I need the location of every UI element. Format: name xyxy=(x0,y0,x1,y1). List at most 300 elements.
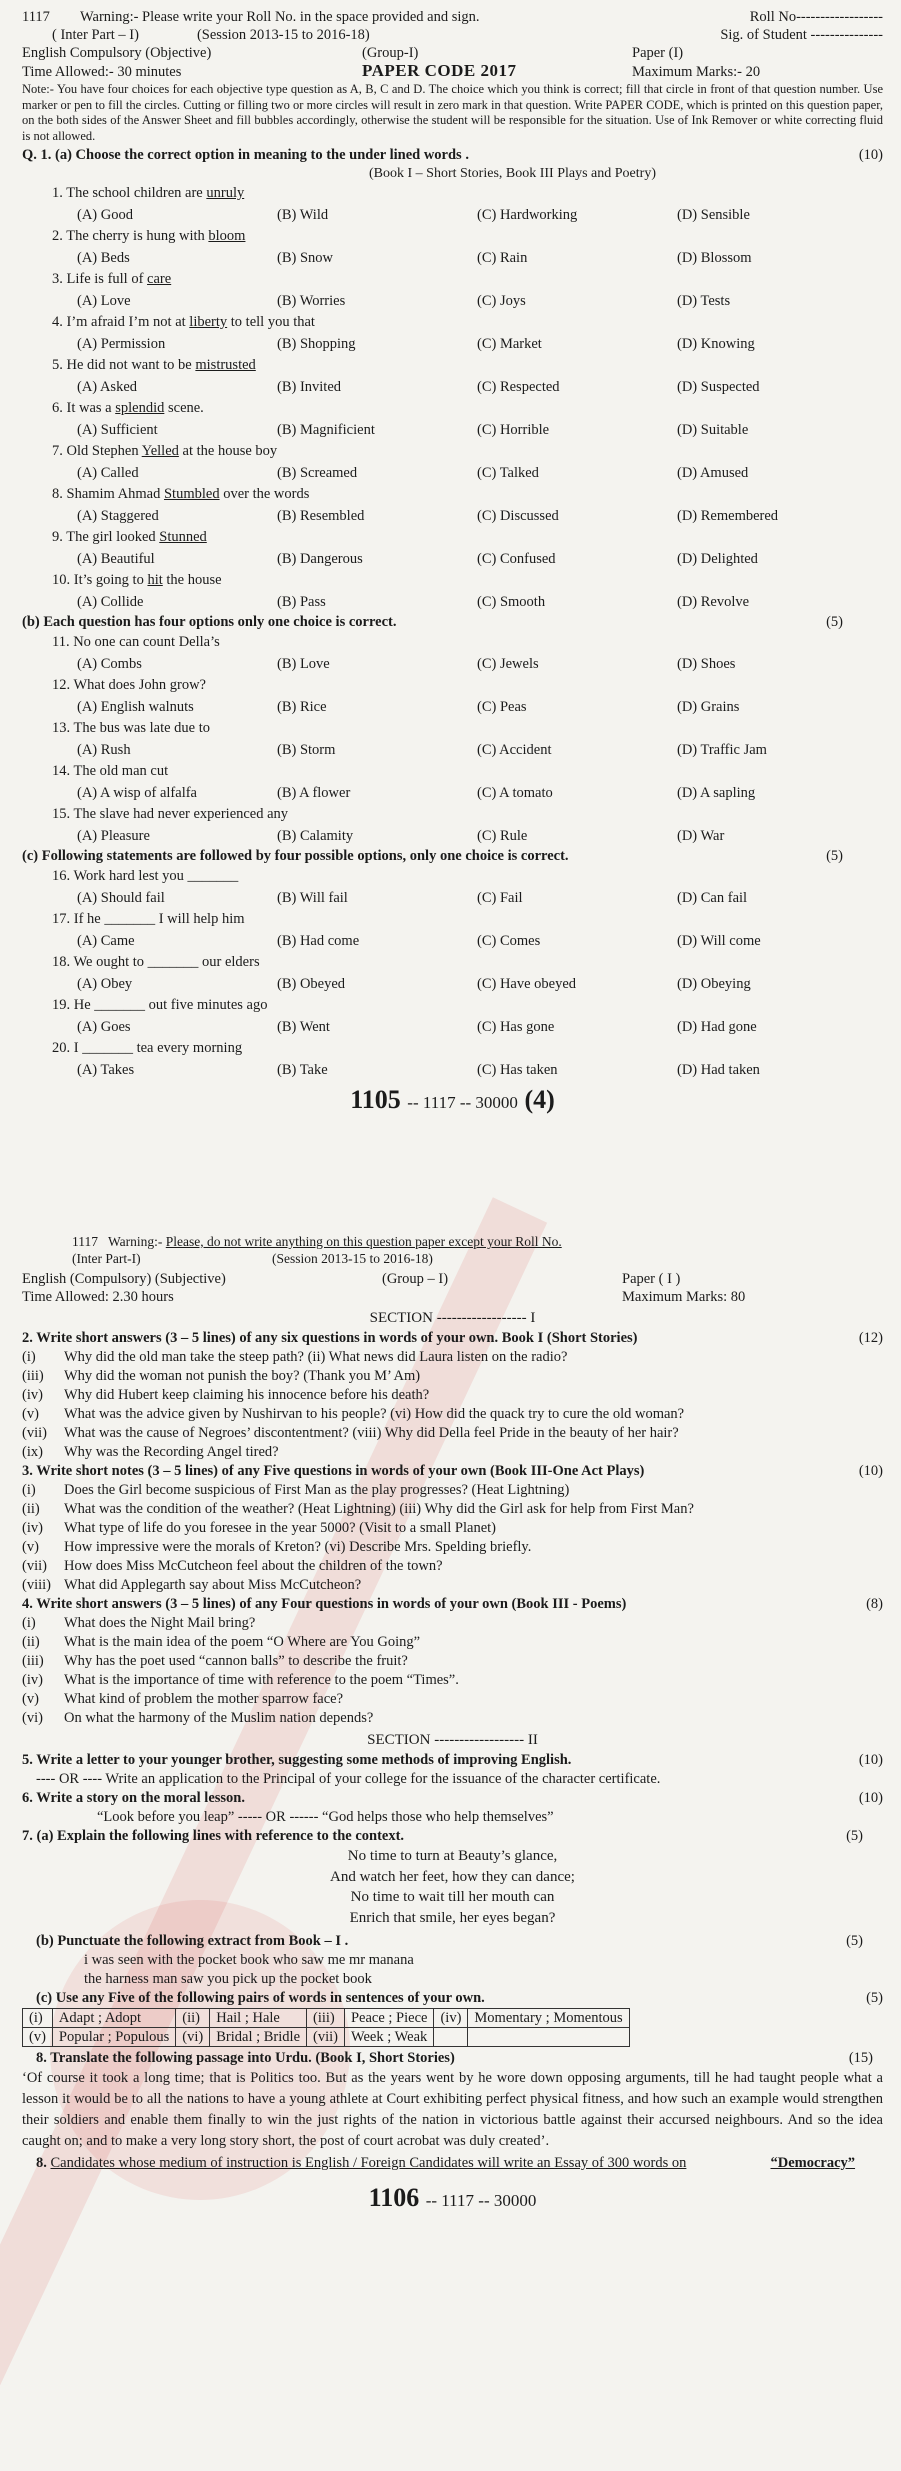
option-d: (D) Traffic Jam xyxy=(677,741,767,758)
question-stem: 18. We ought to _______ our elders xyxy=(52,954,260,970)
p2-time: Time Allowed: 2.30 hours xyxy=(22,1289,174,1305)
question-stem xyxy=(22,527,883,549)
short-question xyxy=(22,1519,883,1538)
option-a: (A) Asked xyxy=(77,378,138,395)
option-c: (C) Comes xyxy=(477,932,541,949)
option-d: (D) Amused xyxy=(677,464,749,481)
stem-text: over the words xyxy=(219,486,310,502)
option-row xyxy=(22,974,883,996)
question-text: Why has the poet used “cannon balls” to describe the fruit? xyxy=(64,1653,408,1669)
option-c: (C) Fail xyxy=(477,889,523,906)
option-c: (C) Joys xyxy=(477,292,526,309)
word-pair: Peace ; Piece xyxy=(344,2009,434,2028)
q7c-heading xyxy=(22,1989,883,2008)
q1b-list xyxy=(22,632,883,847)
option-row xyxy=(22,697,883,719)
question-number: (vii) xyxy=(22,1558,47,1574)
question-text: What is the main idea of the poem “O Where are You Going” xyxy=(64,1634,421,1650)
question-stem: 15. The slave had never experienced any xyxy=(52,806,289,822)
pair-number: (iii) xyxy=(307,2009,345,2028)
q8-alternative xyxy=(22,2154,883,2173)
option-c: (C) Rain xyxy=(477,249,528,266)
option-row xyxy=(22,654,883,676)
option-b: (B) Had come xyxy=(277,932,360,949)
option-b: (B) Pass xyxy=(277,593,326,610)
option-a: (A) Beds xyxy=(77,249,130,266)
footer-mid-2: -- 1117 -- 30000 xyxy=(425,2191,537,2210)
q8-text: 8. Translate the following passage into Urdu. (Book I, Short Stories) xyxy=(36,2050,455,2066)
section-2-heading: SECTION ------------------ II xyxy=(367,1732,538,1748)
short-question xyxy=(22,1481,883,1500)
option-row xyxy=(22,931,883,953)
q2-marks: (12) xyxy=(858,1330,883,1346)
question-text: Does the Girl become suspicious of First Man as the play progresses? (Heat Lightning) xyxy=(64,1482,570,1498)
question-stem: 12. What does John grow? xyxy=(52,677,206,693)
short-question xyxy=(22,1671,883,1690)
q2-list xyxy=(22,1348,883,1462)
question-number: (ii) xyxy=(22,1634,40,1650)
question-stem: 13. The bus was late due to xyxy=(52,720,210,736)
session-label: (Session 2013-15 to 2016-18) xyxy=(196,27,370,43)
question-text: What was the cause of Negroes’ discontentment? (viii) Why did Della feel Pride in the beauty of her hair? xyxy=(64,1425,679,1441)
question-stem xyxy=(22,484,883,506)
paper-code-title: PAPER CODE 2017 xyxy=(362,61,517,80)
footer-mid-1: -- 1117 -- 30000 xyxy=(407,1093,518,1112)
question-number: (iv) xyxy=(22,1387,43,1403)
q8b-number: 8. xyxy=(36,2155,51,2171)
q8-passage: ‘Of course it took a long time; that is Politics too. But as the years went by he wore down opposing arguments, till he had taught people what a lesson it would be to all the nations to have a young athlete at Court exhibiting perfect physical fitness, and how such an example would strengthen their soldiers and enable them finally to win the just rights of the nation in victorious battle against their accursed neighbours. And so the idea caught on; and to make a very long story short, the post of court acrobat was duly created’. xyxy=(22,2070,883,2149)
option-a: (A) Should fail xyxy=(77,889,165,906)
question-text: What kind of problem the mother sparrow face? xyxy=(64,1691,344,1707)
option-a: (A) Goes xyxy=(77,1018,131,1035)
option-row xyxy=(22,463,883,485)
short-question xyxy=(22,1348,883,1367)
stem-text: 5. He did not want to be xyxy=(52,357,196,373)
option-c: (C) Have obeyed xyxy=(477,975,577,992)
option-d: (D) Obeying xyxy=(677,975,751,992)
stem-text: 9. The girl looked xyxy=(52,529,160,545)
extract-line: i was seen with the pocket book who saw me mr manana xyxy=(84,1952,414,1968)
option-b: (B) Worries xyxy=(277,292,346,309)
question-text: What did Applegarth say about Miss McCutcheon? xyxy=(64,1577,362,1593)
option-row xyxy=(22,377,883,399)
question-stem xyxy=(22,269,883,291)
short-question xyxy=(22,1557,883,1576)
q4-text: 4. Write short answers (3 – 5 lines) of any Four questions in words of your own (Book III - Poems) xyxy=(22,1596,627,1612)
p2-paper: Paper ( I ) xyxy=(622,1271,681,1287)
word-pair: Adapt ; Adopt xyxy=(52,2009,175,2028)
pair-number: (vii) xyxy=(307,2028,345,2047)
word-pairs-table xyxy=(22,2008,630,2047)
question-text: What does the Night Mail bring? xyxy=(64,1615,256,1631)
short-question xyxy=(22,1367,883,1386)
question-number: (ix) xyxy=(22,1444,43,1460)
q7a-poem xyxy=(22,1846,883,1928)
short-question xyxy=(22,1576,883,1595)
option-row xyxy=(22,826,883,848)
q7c-text: (c) Use any Five of the following pairs of words in sentences of your own. xyxy=(36,1990,485,2006)
question-number: (v) xyxy=(22,1539,39,1555)
option-a: (A) Pleasure xyxy=(77,827,150,844)
option-d: (D) A sapling xyxy=(677,784,756,801)
question-text: What was the advice given by Nushirvan to his people? (vi) How did the quack try to cure the old woman? xyxy=(64,1406,685,1422)
q2-heading xyxy=(22,1329,883,1348)
option-d: (D) Sensible xyxy=(677,206,750,223)
question-stem xyxy=(22,183,883,205)
option-d: (D) Blossom xyxy=(677,249,752,266)
option-row xyxy=(22,506,883,528)
q5-text: 5. Write a letter to your younger brother, suggesting some methods of improving English. xyxy=(22,1752,572,1768)
option-c: (C) Talked xyxy=(477,464,539,481)
instructions-note: Note:- You have four choices for each objective type question as A, B, C and D. The choice which you think is correct; fill that circle in front of that question number. Use marker or pen to fill the circles. Cutting or filling two or more circles will result in zero mark in that question. Write PAPER CODE, which is printed on this question paper, on the both sides of the Answer Sheet and fill bubbles accordingly, otherwise the student will be responsible for the situation. Use of Ink Remover or white correcting fluid is not allowed. xyxy=(22,82,883,143)
p2-header-row-2 xyxy=(22,1250,883,1267)
option-c: (C) Peas xyxy=(477,698,527,715)
subject-label: English Compulsory (Objective) xyxy=(22,45,212,61)
footer-code-1105: 1105 xyxy=(350,1085,401,1114)
option-c: (C) Confused xyxy=(477,550,556,567)
paper-label: Paper (I) xyxy=(632,45,684,61)
pair-number: (ii) xyxy=(176,2009,210,2028)
question-text: What was the condition of the weather? (Heat Lightning) (iii) Why did the Girl ask for help from First Man? xyxy=(64,1501,694,1517)
poem-line: No time to wait till her mouth can xyxy=(350,1889,555,1905)
option-d: (D) Will come xyxy=(677,932,761,949)
option-a: (A) Takes xyxy=(77,1061,135,1078)
question-number: (iv) xyxy=(22,1520,43,1536)
q1a-marks: (10) xyxy=(858,147,883,163)
q1c-text: (c) Following statements are followed by four possible options, only one choice is correct. xyxy=(22,848,569,864)
option-d: (D) War xyxy=(677,827,725,844)
short-question xyxy=(22,1443,883,1462)
option-row xyxy=(22,740,883,762)
option-b: (B) Snow xyxy=(277,249,333,266)
p2-marks: Maximum Marks: 80 xyxy=(622,1289,746,1305)
header-row-1 xyxy=(22,8,883,26)
short-question xyxy=(22,1538,883,1557)
q1b-heading xyxy=(22,613,883,632)
header-row-3 xyxy=(22,44,883,62)
stem-text: at the house boy xyxy=(178,443,278,459)
question-number: (v) xyxy=(22,1691,39,1707)
page1-footer xyxy=(22,1085,883,1115)
signature-field: Sig. of Student --------------- xyxy=(720,27,883,43)
p2-session: (Session 2013-15 to 2016-18) xyxy=(272,1251,433,1266)
option-row xyxy=(22,420,883,442)
paper-code-number: 1117 xyxy=(22,9,50,25)
question-number: (iii) xyxy=(22,1653,44,1669)
poem-line: And watch her feet, how they can dance; xyxy=(330,1868,575,1885)
page2-footer xyxy=(22,2183,883,2213)
question-stem xyxy=(22,570,883,592)
q7a-text: 7. (a) Explain the following lines with reference to the context. xyxy=(22,1828,405,1844)
q6-text: 6. Write a story on the moral lesson. xyxy=(22,1790,245,1806)
q3-marks: (10) xyxy=(858,1463,883,1479)
question-stem: 11. No one can count Della’s xyxy=(52,634,220,650)
option-d: (D) Delighted xyxy=(677,550,758,567)
stem-text: 6. It was a xyxy=(52,400,116,416)
option-d: (D) Had taken xyxy=(677,1061,760,1078)
q8b-text: Candidates whose medium of instruction is English / Foreign Candidates will write an Essay of 300 words on xyxy=(50,2155,687,2171)
underlined-word: care xyxy=(147,271,172,287)
question-number: (i) xyxy=(22,1482,36,1498)
footer-code-1106: 1106 xyxy=(368,2183,420,2212)
q2-text: 2. Write short answers (3 – 5 lines) of any six questions in words of your own. Book I (Short Stories) xyxy=(22,1330,638,1346)
question-number: (viii) xyxy=(22,1577,51,1593)
short-question xyxy=(22,1709,883,1728)
question-stem xyxy=(22,398,883,420)
stem-text: scene. xyxy=(164,400,204,416)
roll-no-field: Roll No------------------ xyxy=(749,9,883,25)
option-a: (A) Love xyxy=(77,292,131,309)
question-stem: 17. If he _______ I will help him xyxy=(52,911,245,927)
underlined-word: hit xyxy=(147,572,163,588)
q7a-marks: (5) xyxy=(846,1828,863,1844)
option-d: (D) Tests xyxy=(677,292,731,309)
q7b-extract xyxy=(22,1951,883,1989)
stem-text: 10. It’s going to xyxy=(52,572,148,588)
q1b-text: (b) Each question has four options only one choice is correct. xyxy=(22,614,397,630)
pair-number: (vi) xyxy=(176,2028,210,2047)
p2-part: (Inter Part-I) xyxy=(72,1251,141,1266)
option-d: (D) Had gone xyxy=(677,1018,757,1035)
option-c: (C) Market xyxy=(477,335,542,352)
p2-code: 1117 xyxy=(72,1234,98,1249)
q1a-source: (Book I – Short Stories, Book III Plays and Poetry) xyxy=(369,166,656,181)
time-allowed: Time Allowed:- 30 minutes xyxy=(22,64,182,80)
option-b: (B) Dangerous xyxy=(277,550,363,567)
q8b-topic: “Democracy” xyxy=(770,2155,856,2171)
option-a: (A) A wisp of alfalfa xyxy=(77,784,197,801)
option-b: (B) A flower xyxy=(277,784,351,801)
option-c: (C) Jewels xyxy=(477,655,539,672)
underlined-word: unruly xyxy=(206,185,245,201)
question-text: Why did the woman not punish the boy? (Thank you M’ Am) xyxy=(64,1368,421,1384)
short-question xyxy=(22,1690,883,1709)
q4-marks: (8) xyxy=(866,1596,883,1612)
p2-header-row-4 xyxy=(22,1288,883,1306)
short-question xyxy=(22,1500,883,1519)
header-row-4 xyxy=(22,62,883,81)
q7b-text: (b) Punctuate the following extract from Book – I . xyxy=(36,1933,349,1949)
option-b: (B) Shopping xyxy=(277,335,356,352)
poem-line: No time to turn at Beauty’s glance, xyxy=(347,1848,558,1864)
q1c-list xyxy=(22,866,883,1081)
extract-line: the harness man saw you pick up the pocket book xyxy=(84,1971,372,1987)
option-b: (B) Wild xyxy=(277,206,329,223)
subjective-paper xyxy=(22,1233,883,2213)
p2-header-row-1 xyxy=(22,1233,883,1250)
q7c-marks: (5) xyxy=(866,1990,883,2006)
q7a-heading xyxy=(22,1827,883,1846)
question-number: (i) xyxy=(22,1349,36,1365)
question-stem: 14. The old man cut xyxy=(52,763,169,779)
q4-list xyxy=(22,1614,883,1728)
option-row xyxy=(22,1060,883,1082)
option-c: (C) A tomato xyxy=(477,784,553,801)
stem-text: 3. Life is full of xyxy=(52,271,148,287)
pair-number: (iv) xyxy=(434,2009,468,2028)
question-number: (vi) xyxy=(22,1710,43,1726)
q1c-heading xyxy=(22,847,883,866)
word-pair xyxy=(468,2028,629,2047)
stem-text: 2. The cherry is hung with xyxy=(52,228,209,244)
poem-line: Enrich that smile, her eyes began? xyxy=(349,1909,556,1926)
q3-text: 3. Write short notes (3 – 5 lines) of any Five questions in words of your own (Book III-One Act Plays) xyxy=(22,1463,645,1479)
q6-marks: (10) xyxy=(858,1790,883,1806)
question-number: (iv) xyxy=(22,1672,43,1688)
option-b: (B) Obeyed xyxy=(277,975,346,992)
question-stem: 19. He _______ out five minutes ago xyxy=(52,997,268,1013)
q3-list xyxy=(22,1481,883,1595)
question-stem xyxy=(22,312,883,334)
short-question xyxy=(22,1424,883,1443)
q7b-marks: (5) xyxy=(846,1933,863,1949)
option-a: (A) Beautiful xyxy=(77,550,155,567)
q1a-heading xyxy=(22,146,883,165)
option-a: (A) Staggered xyxy=(77,507,159,524)
stem-text: the house xyxy=(162,572,222,588)
q1c-marks: (5) xyxy=(826,848,843,864)
p2-header-row-3 xyxy=(22,1270,883,1288)
word-pair: Popular ; Populous xyxy=(52,2028,175,2047)
option-c: (C) Respected xyxy=(477,378,560,395)
option-c: (C) Rule xyxy=(477,827,528,844)
q5-or: ---- OR ---- Write an application to the Principal of your college for the issuance of the character certificate. xyxy=(36,1771,661,1787)
max-marks: Maximum Marks:- 20 xyxy=(632,64,761,80)
option-row xyxy=(22,1017,883,1039)
word-pair: Momentary ; Momentous xyxy=(468,2009,629,2028)
question-text: What is the importance of time with reference to the poem “Times”. xyxy=(64,1672,459,1688)
option-a: (A) Combs xyxy=(77,655,142,672)
q7b-heading xyxy=(22,1932,883,1951)
option-b: (B) Rice xyxy=(277,698,327,715)
p2-warning-label: Warning:- xyxy=(108,1234,166,1249)
part-label: ( Inter Part – I) xyxy=(52,27,139,43)
question-stem: 16. Work hard lest you _______ xyxy=(52,868,239,884)
option-row xyxy=(22,334,883,356)
pairs-row xyxy=(23,2028,630,2047)
option-a: (A) Sufficient xyxy=(77,421,158,438)
question-text: On what the harmony of the Muslim nation depends? xyxy=(64,1710,374,1726)
question-number: (i) xyxy=(22,1615,36,1631)
option-row xyxy=(22,783,883,805)
section-1-heading: SECTION ------------------ I xyxy=(369,1310,536,1326)
short-question xyxy=(22,1614,883,1633)
group-label: (Group-I) xyxy=(362,45,419,61)
underlined-word: liberty xyxy=(189,314,228,330)
option-b: (B) Invited xyxy=(277,378,342,395)
short-question xyxy=(22,1405,883,1424)
option-a: (A) Collide xyxy=(77,593,144,610)
question-stem xyxy=(22,226,883,248)
roll-warning: Warning:- Please write your Roll No. in the space provided and sign. xyxy=(80,9,480,25)
question-text: How impressive were the morals of Kreton? (vi) Describe Mrs. Spelding briefly. xyxy=(64,1539,532,1555)
option-b: (B) Resembled xyxy=(277,507,365,524)
option-a: (A) Good xyxy=(77,206,133,223)
p2-group: (Group – I) xyxy=(382,1271,449,1287)
word-pair: Hail ; Hale xyxy=(210,2009,307,2028)
q8-marks: (15) xyxy=(848,2050,873,2066)
stem-text: 7. Old Stephen xyxy=(52,443,142,459)
option-d: (D) Suspected xyxy=(677,378,760,395)
option-d: (D) Grains xyxy=(677,698,740,715)
option-a: (A) Rush xyxy=(77,741,131,758)
q6-options: “Look before you leap” ----- OR ------ “God helps those who help themselves” xyxy=(97,1809,554,1825)
question-text: Why did the old man take the steep path? (ii) What news did Laura listen on the radio? xyxy=(64,1349,568,1365)
question-number: (ii) xyxy=(22,1501,40,1517)
option-c: (C) Horrible xyxy=(477,421,550,438)
stem-text: to tell you that xyxy=(227,314,315,330)
question-text: How does Miss McCutcheon feel about the children of the town? xyxy=(64,1558,443,1574)
question-number: (vii) xyxy=(22,1425,47,1441)
short-question xyxy=(22,1633,883,1652)
option-d: (D) Remembered xyxy=(677,507,779,524)
option-a: (A) English walnuts xyxy=(77,698,194,715)
option-b: (B) Take xyxy=(277,1061,328,1078)
option-b: (B) Love xyxy=(277,655,330,672)
option-c: (C) Hardworking xyxy=(477,206,578,223)
question-number: (v) xyxy=(22,1406,39,1422)
option-b: (B) Storm xyxy=(277,741,336,758)
pair-number: (v) xyxy=(23,2028,53,2047)
option-c: (C) Discussed xyxy=(477,507,559,524)
underlined-word: Stumbled xyxy=(163,486,220,502)
option-b: (B) Magnificient xyxy=(277,421,375,438)
option-d: (D) Shoes xyxy=(677,655,736,672)
option-c: (C) Smooth xyxy=(477,593,546,610)
q1a-list xyxy=(22,183,883,613)
option-row xyxy=(22,205,883,227)
q5-heading xyxy=(22,1751,883,1770)
option-c: (C) Has taken xyxy=(477,1061,558,1078)
option-row xyxy=(22,592,883,614)
q3-heading xyxy=(22,1462,883,1481)
objective-paper xyxy=(22,8,883,1115)
option-b: (B) Calamity xyxy=(277,827,354,844)
underlined-word: Yelled xyxy=(141,443,179,459)
stem-text: 8. Shamim Ahmad xyxy=(52,486,164,502)
q6-heading xyxy=(22,1789,883,1808)
short-question xyxy=(22,1386,883,1405)
option-c: (C) Has gone xyxy=(477,1018,555,1035)
question-number: (iii) xyxy=(22,1368,44,1384)
option-a: (A) Called xyxy=(77,464,139,481)
question-text: What type of life do you foresee in the year 5000? (Visit to a small Planet) xyxy=(64,1520,496,1536)
question-text: Why did Hubert keep claiming his innocence before his death? xyxy=(64,1387,430,1403)
stem-text: 1. The school children are xyxy=(52,185,207,201)
q8-heading xyxy=(22,2049,883,2068)
underlined-word: mistrusted xyxy=(195,357,256,373)
question-stem xyxy=(22,355,883,377)
word-pair: Bridal ; Bridle xyxy=(210,2028,307,2047)
option-row xyxy=(22,248,883,270)
underlined-word: Stunned xyxy=(159,529,207,545)
option-d: (D) Suitable xyxy=(677,421,749,438)
p2-subject: English (Compulsory) (Subjective) xyxy=(22,1271,226,1287)
option-row xyxy=(22,888,883,910)
option-b: (B) Will fail xyxy=(277,889,348,906)
footer-end-1: (4) xyxy=(524,1085,555,1114)
question-stem xyxy=(22,441,883,463)
q1a-text: Q. 1. (a) Choose the correct option in meaning to the under lined words . xyxy=(22,147,469,163)
underlined-word: bloom xyxy=(208,228,246,244)
pair-number: (i) xyxy=(23,2009,53,2028)
option-row xyxy=(22,549,883,571)
word-pair: Week ; Weak xyxy=(344,2028,434,2047)
stem-text: 4. I’m afraid I’m not at xyxy=(52,314,190,330)
option-b: (B) Screamed xyxy=(277,464,358,481)
p2-warning: Please, do not write anything on this question paper except your Roll No. xyxy=(165,1234,562,1249)
option-a: (A) Permission xyxy=(77,335,166,352)
